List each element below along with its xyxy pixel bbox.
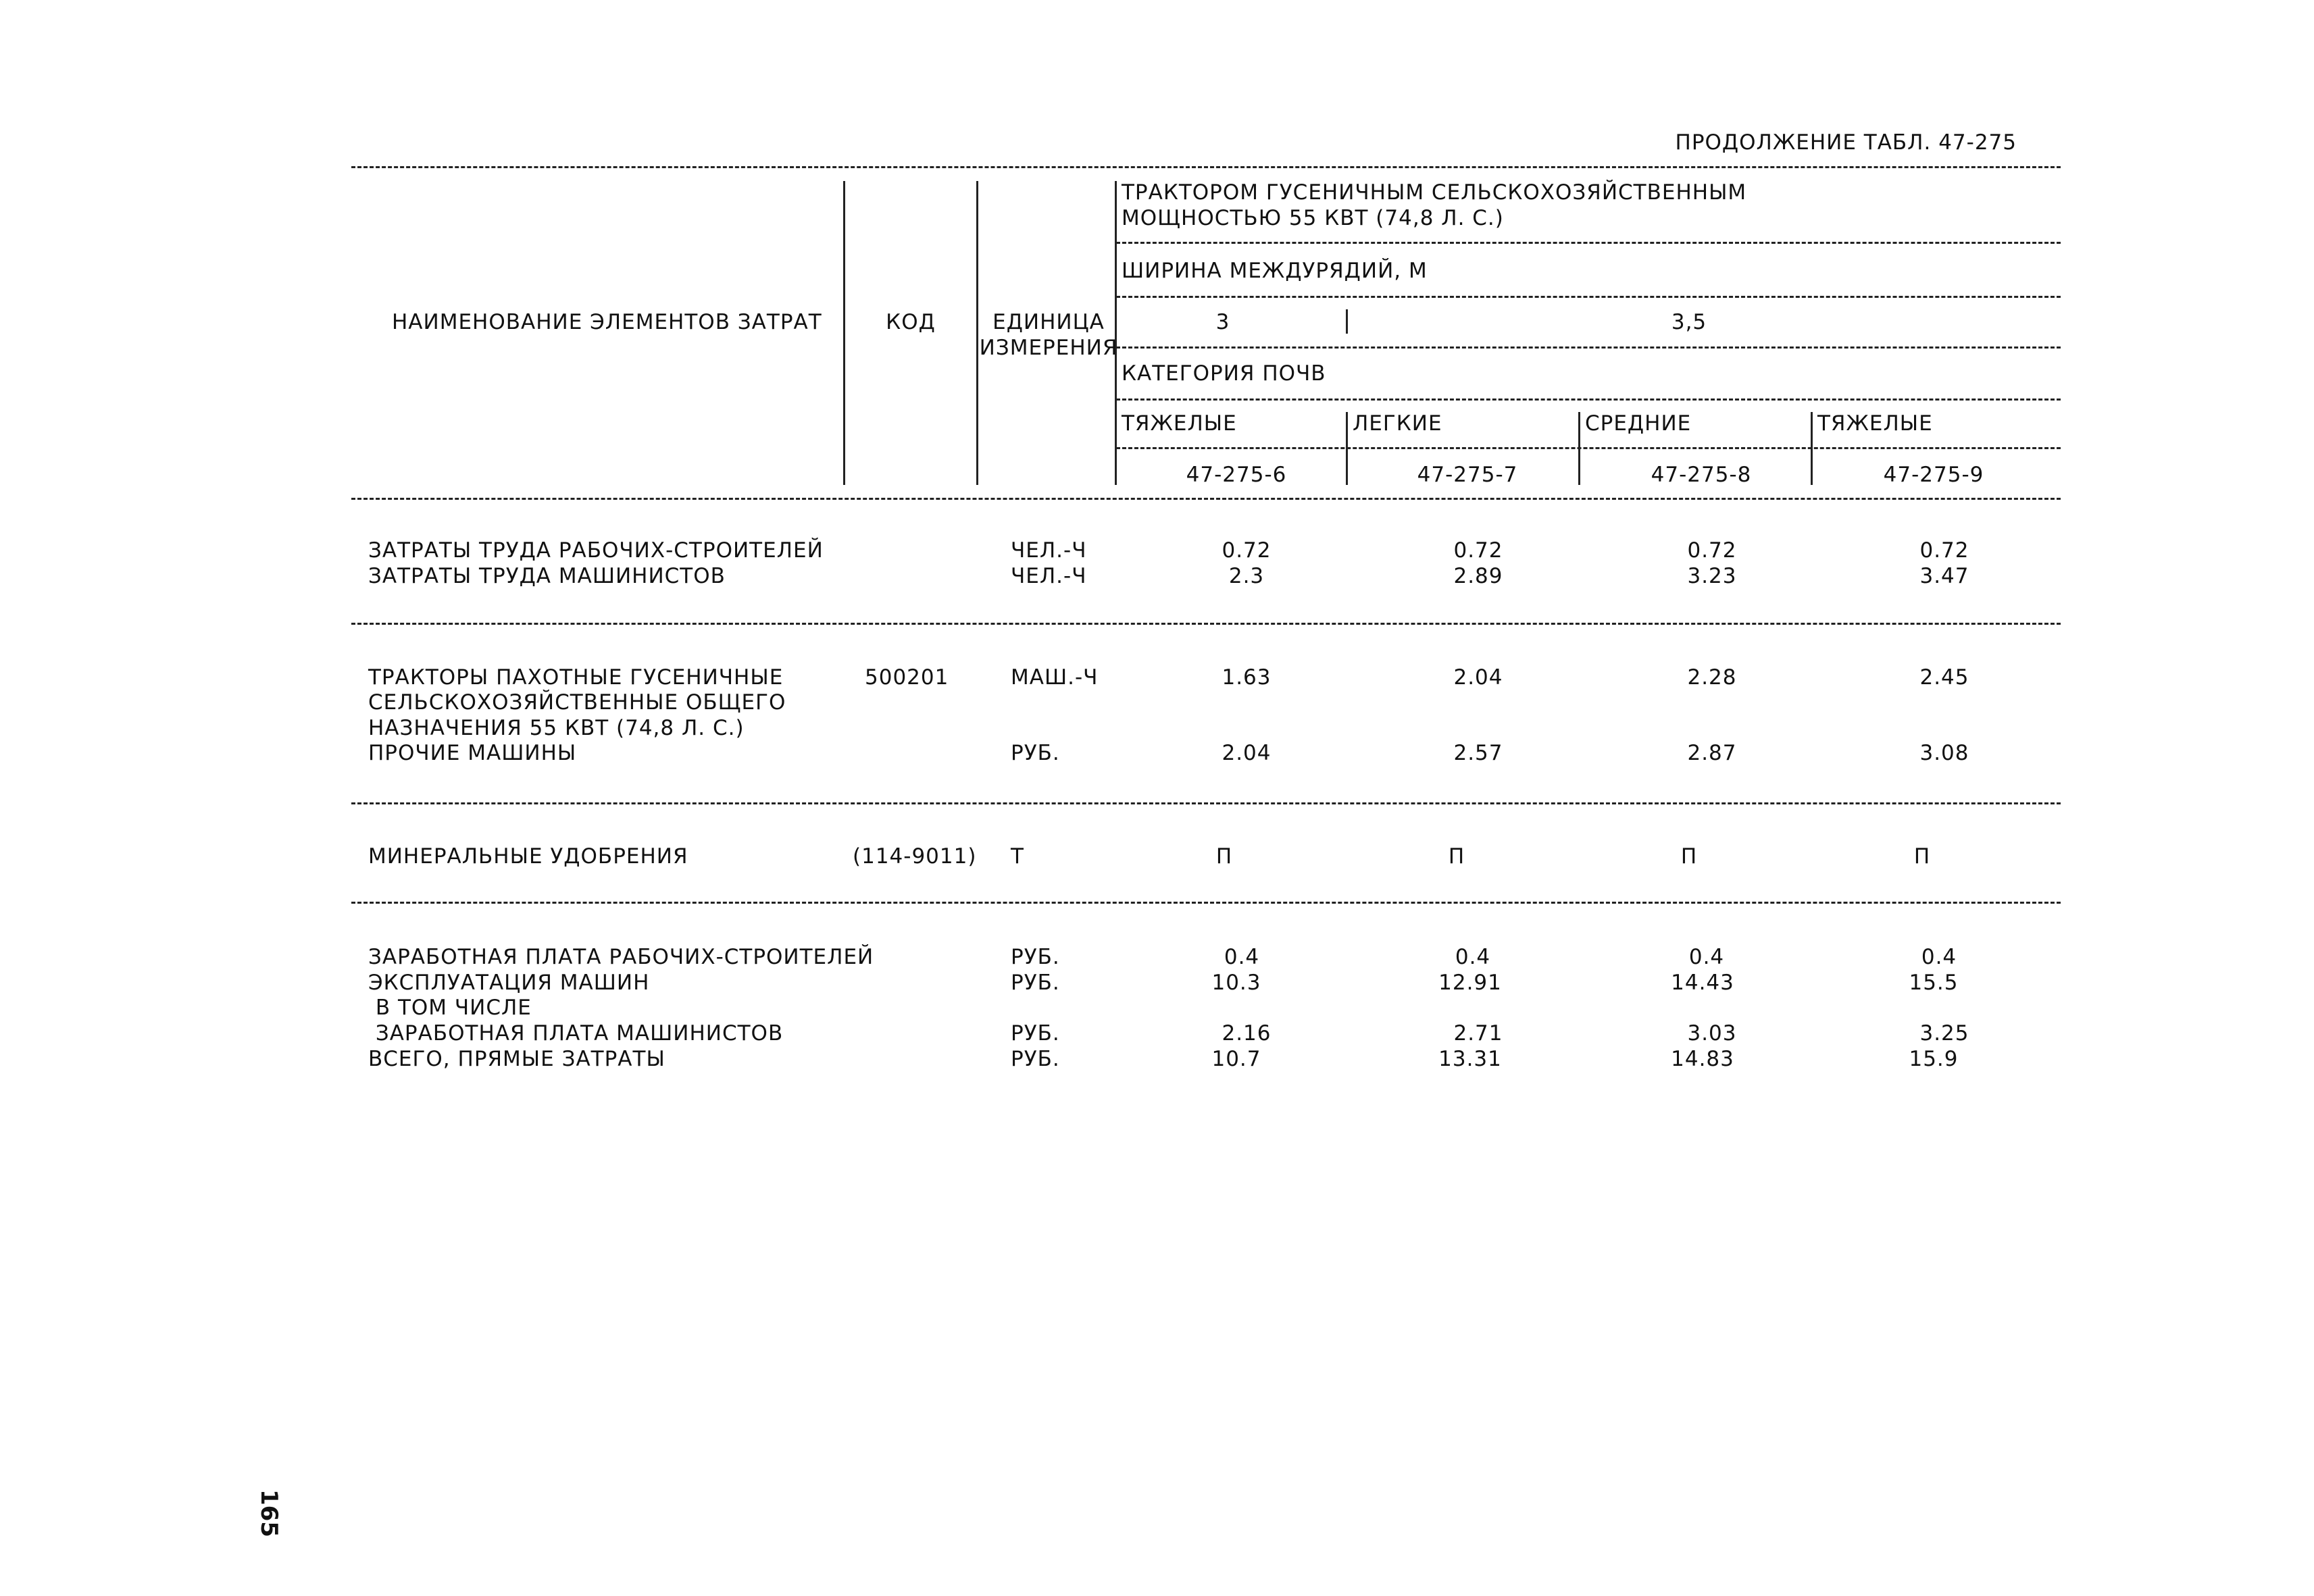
row-11-value-3: 14.83	[1671, 1047, 1734, 1071]
row-2-value-1: 1.63	[1222, 665, 1272, 690]
header-soil-label: КАТЕГОРИЯ ПОЧВ	[1122, 361, 1326, 386]
row-6-code: (114-9011)	[853, 844, 977, 869]
row-2-value-3: 2.28	[1687, 665, 1737, 690]
header-divider-name-code	[843, 181, 845, 485]
row-0-value-1: 0.72	[1222, 538, 1272, 563]
row-11-value-4: 15.9	[1909, 1047, 1959, 1071]
row-11-value-1: 10.7	[1211, 1047, 1261, 1071]
header-subrule-4	[1116, 398, 2061, 401]
row-5-value-1: 2.04	[1222, 741, 1272, 765]
row-4-name: НАЗНАЧЕНИЯ 55 КВТ (74,8 Л. С.)	[368, 716, 745, 740]
header-subrule-3	[1116, 346, 2061, 349]
row-10-value-4: 3.25	[1919, 1021, 1969, 1046]
section-rule-1	[351, 623, 2061, 625]
row-0-value-2: 0.72	[1453, 538, 1503, 563]
header-subrule-5	[1116, 447, 2061, 449]
header-width-value-2: 3,5	[1671, 310, 1707, 334]
page-number: 165	[255, 1489, 282, 1537]
row-5-value-3: 2.87	[1687, 741, 1737, 765]
section-rule-2	[351, 802, 2061, 804]
header-divider-code-unit	[976, 181, 978, 485]
table-caption: ПРОДОЛЖЕНИЕ ТАБЛ. 47-275	[1675, 130, 2017, 155]
row-5-value-4: 3.08	[1919, 741, 1969, 765]
row-1-value-1: 2.3	[1228, 564, 1265, 588]
row-9-name: В ТОМ ЧИСЛЕ	[368, 996, 532, 1020]
header-soil-value-1: ТЯЖЕЛЫЕ	[1122, 411, 1237, 436]
row-8-value-2: 12.91	[1438, 971, 1502, 995]
row-0-value-3: 0.72	[1687, 538, 1737, 563]
header-top-rule	[351, 166, 2061, 168]
row-8-value-4: 15.5	[1909, 971, 1959, 995]
row-3-name: СЕЛЬСКОХОЗЯЙСТВЕННЫЕ ОБЩЕГО	[368, 690, 786, 715]
header-row-width-label: ШИРИНА МЕЖДУРЯДИЙ, М	[1122, 259, 1428, 283]
header-code-col: КОД	[886, 310, 936, 334]
row-7-value-2: 0.4	[1455, 945, 1491, 969]
row-11-value-2: 13.31	[1438, 1047, 1502, 1071]
header-subrule-2	[1116, 296, 2061, 298]
row-8-unit: РУБ.	[1011, 971, 1060, 995]
header-group-line-2: МОЩНОСТЬЮ 55 КВТ (74,8 Л. С.)	[1122, 206, 1504, 230]
row-6-value-3: П	[1680, 844, 1698, 869]
header-name-col: НАИМЕНОВАНИЕ ЭЛЕМЕНТОВ ЗАТРАТ	[392, 310, 822, 334]
row-1-name: ЗАТРАТЫ ТРУДА МАШИНИСТОВ	[368, 564, 726, 588]
row-10-value-3: 3.03	[1687, 1021, 1737, 1046]
row-0-name: ЗАТРАТЫ ТРУДА РАБОЧИХ-СТРОИТЕЛЕЙ	[368, 538, 824, 563]
row-7-value-3: 0.4	[1688, 945, 1725, 969]
row-11-name: ВСЕГО, ПРЯМЫЕ ЗАТРАТЫ	[368, 1047, 665, 1071]
row-5-value-2: 2.57	[1453, 741, 1503, 765]
row-6-name: МИНЕРАЛЬНЫЕ УДОБРЕНИЯ	[368, 844, 688, 869]
header-soil-value-3: СРЕДНИЕ	[1585, 411, 1692, 436]
row-2-code: 500201	[865, 665, 949, 690]
row-0-value-4: 0.72	[1919, 538, 1969, 563]
row-5-unit: РУБ.	[1011, 741, 1060, 765]
header-group-line-1: ТРАКТОРОМ ГУСЕНИЧНЫМ СЕЛЬСКОХОЗЯЙСТВЕННЫМ	[1122, 180, 1747, 205]
row-2-name: ТРАКТОРЫ ПАХОТНЫЕ ГУСЕНИЧНЫЕ	[368, 665, 784, 690]
row-1-value-2: 2.89	[1453, 564, 1503, 588]
row-2-value-4: 2.45	[1919, 665, 1969, 690]
header-divider-unit-group	[1115, 181, 1117, 485]
row-7-unit: РУБ.	[1011, 945, 1060, 969]
header-width-value-1: 3	[1215, 310, 1230, 334]
row-2-unit: МАШ.-Ч	[1011, 665, 1099, 690]
header-code-1: 47-275-6	[1186, 463, 1287, 487]
row-6-unit: Т	[1011, 844, 1024, 869]
header-subrule-1	[1116, 242, 2061, 244]
row-7-value-4: 0.4	[1921, 945, 1957, 969]
row-1-unit: ЧЕЛ.-Ч	[1011, 564, 1087, 588]
row-10-value-2: 2.71	[1453, 1021, 1503, 1046]
header-soil-value-4: ТЯЖЕЛЫЕ	[1817, 411, 1933, 436]
header-unit-col-2: ИЗМЕРЕНИЯ	[979, 336, 1118, 360]
header-code-4: 47-275-9	[1883, 463, 1984, 487]
header-unit-col-1: ЕДИНИЦА	[992, 310, 1105, 334]
row-7-value-1: 0.4	[1224, 945, 1260, 969]
row-8-value-1: 10.3	[1211, 971, 1261, 995]
row-1-value-3: 3.23	[1687, 564, 1737, 588]
row-10-unit: РУБ.	[1011, 1021, 1060, 1046]
row-6-value-4: П	[1913, 844, 1931, 869]
row-7-name: ЗАРАБОТНАЯ ПЛАТА РАБОЧИХ-СТРОИТЕЛЕЙ	[368, 945, 874, 969]
row-6-value-1: П	[1215, 844, 1233, 869]
row-6-value-2: П	[1448, 844, 1465, 869]
header-divider-width	[1346, 309, 1348, 334]
row-10-value-1: 2.16	[1222, 1021, 1272, 1046]
header-bottom-rule	[351, 498, 2061, 500]
row-10-name: ЗАРАБОТНАЯ ПЛАТА МАШИНИСТОВ	[368, 1021, 784, 1046]
row-8-name: ЭКСПЛУАТАЦИЯ МАШИН	[368, 971, 650, 995]
row-1-value-4: 3.47	[1919, 564, 1969, 588]
header-code-3: 47-275-8	[1651, 463, 1752, 487]
header-code-2: 47-275-7	[1417, 463, 1518, 487]
section-rule-3	[351, 902, 2061, 904]
row-8-value-3: 14.43	[1671, 971, 1734, 995]
row-5-name: ПРОЧИЕ МАШИНЫ	[368, 741, 577, 765]
row-11-unit: РУБ.	[1011, 1047, 1060, 1071]
header-soil-value-2: ЛЕГКИЕ	[1353, 411, 1442, 436]
row-2-value-2: 2.04	[1453, 665, 1503, 690]
row-0-unit: ЧЕЛ.-Ч	[1011, 538, 1087, 563]
